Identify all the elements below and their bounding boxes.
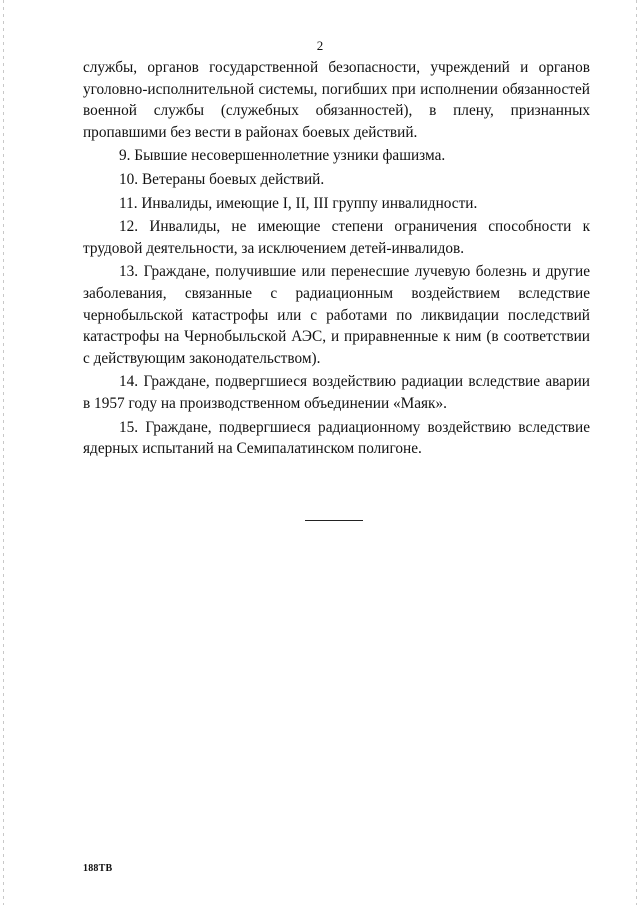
paragraph-continuation: службы, органов государственной безопасности, учреждений и органов уголовно-исполнительной системы, погибших при исполнении обязанностей военной службы (служебных обязанностей), в плену, признанных пропавшими без вести в районах боевых действий. <box>83 59 590 141</box>
paragraph-item-11: 11. Инвалиды, имеющие I, II, III группу инвалидности. <box>119 194 478 212</box>
scan-edge-right <box>636 0 637 905</box>
paragraph-item-15: 15. Граждане, подвергшиеся радиационному воздействию вследствие ядерных испытаний на Семипалатинском полигоне. <box>83 418 590 458</box>
footer-document-code: 188ТВ <box>83 863 113 874</box>
document-body <box>83 57 590 462</box>
paragraph-item-9: 9. Бывшие несовершеннолетние узники фашизма. <box>119 147 446 165</box>
page-number: 2 <box>316 38 324 53</box>
paragraph-item-10: 10. Ветераны боевых действий. <box>119 170 325 188</box>
closing-separator-line <box>305 520 363 521</box>
paragraph-item-14: 14. Граждане, подвергшиеся воздействию радиации вследствие аварии в 1957 году на производственном объединении «Маяк». <box>83 373 590 412</box>
paragraph-item-13: 13. Граждане, получившие или перенесшие лучевую болезнь и другие заболевания, связанные с радиационным воздействием вследствие чернобыльской катастрофы или с работами по ликвидации последствий катастрофы на Чернобыльской АЭС, и приравненные к ним (в соответствии с действующим законодательством). <box>83 263 590 367</box>
paragraph-item-12: 12. Инвалиды, не имеющие степени ограничения способности к трудовой деятельности, за исключением детей-инвалидов. <box>83 218 590 257</box>
scan-edge-left <box>3 0 4 905</box>
